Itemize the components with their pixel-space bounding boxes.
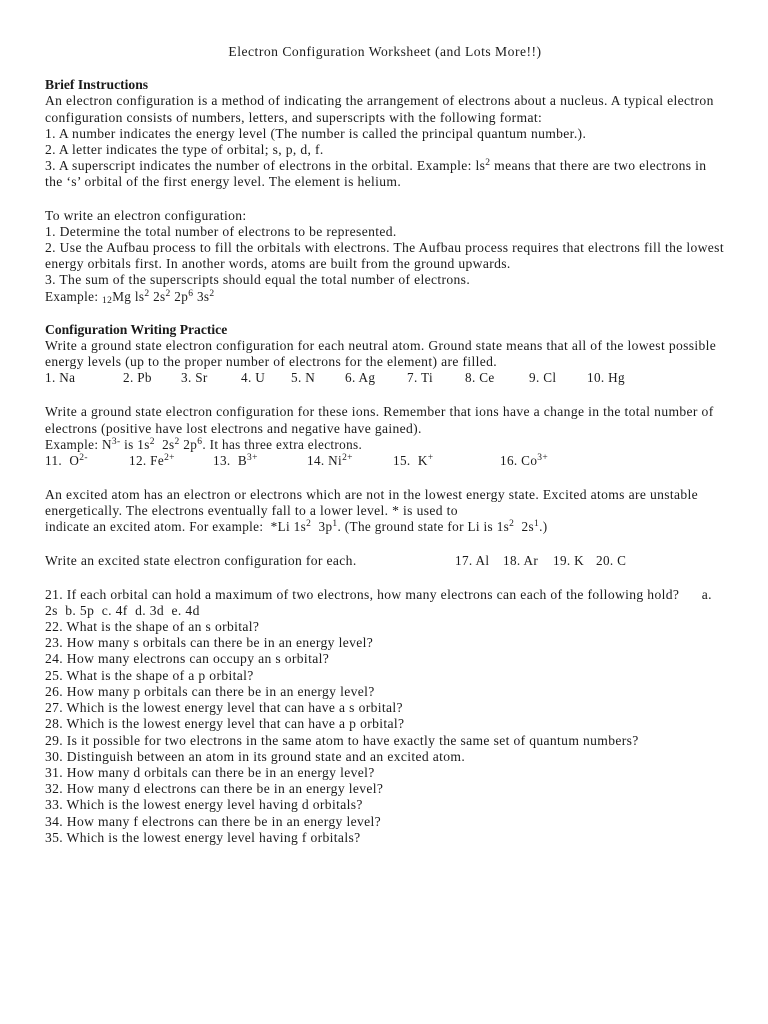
question: 34. How many f electrons can there be in an energy level? (45, 813, 382, 829)
excited-intro: An excited atom has an electron or electrons which are not in the lowest energy state. Excited atoms are unstable energetically. The electrons eventually fall to a lower level. * is used to (45, 487, 699, 519)
charge: 2- (79, 453, 88, 464)
question: 24. How many electrons can occupy an s orbital? (45, 651, 330, 667)
question: 29. Is it possible for two electrons in the same atom to have exactly the same set of quantum numbers? (45, 732, 639, 748)
atom-item: 5. N (291, 370, 316, 386)
excited-item: 20. C (596, 552, 627, 568)
charge: 3+ (537, 453, 549, 464)
question: 28. Which is the lowest energy level that can have a p orbital? (45, 716, 405, 732)
ion-item (129, 453, 175, 469)
ion-item (307, 453, 353, 469)
text: Example: (45, 288, 102, 304)
text: 14. Ni (307, 453, 343, 469)
superscript: 2 (306, 519, 312, 530)
text: 3p (311, 519, 333, 535)
text: 15. K (393, 453, 428, 469)
text: 11. O (45, 453, 80, 469)
brief-item-1: 1. A number indicates the energy level (The number is called the principal quantum number.). (45, 125, 587, 141)
text: 3. A superscript indicates the number of electrons in the orbital. Example: ls (45, 158, 486, 174)
superscript: 2 (144, 288, 150, 299)
charge: 3+ (246, 453, 258, 464)
section-heading-brief: Brief Instructions (45, 77, 149, 93)
text: means that there are two electrons in the ‘s’ orbital of the first energy level. The element is helium. (45, 158, 707, 190)
text: 2s (154, 436, 175, 452)
excited-task (45, 553, 725, 570)
question: 30. Distinguish between an atom in its ground state and an excited atom. (45, 748, 466, 764)
atom-item: 2. Pb (123, 370, 152, 386)
superscript: 2 (174, 436, 180, 447)
ions-intro: Write a ground state electron configuration for these ions. Remember that ions have a change in the total number of electrons (positive have lost electrons and negative have gained). (45, 404, 714, 436)
question: 26. How many p orbitals can there be in an energy level? (45, 683, 375, 699)
superscript: 2 (509, 519, 515, 530)
superscript: 1 (533, 519, 540, 530)
question: 23. How many s orbitals can there be in an energy level? (45, 635, 374, 651)
ion-item (213, 453, 258, 469)
excited-task-text: Write an excited state electron configuration for each. (45, 552, 357, 568)
text: 13. B (213, 453, 247, 469)
excited-item: 19. K (553, 552, 585, 568)
question: 25. What is the shape of a p orbital? (45, 667, 254, 683)
superscript: 6 (188, 288, 194, 299)
text: . It has three extra electrons. (202, 436, 363, 452)
ion-item (393, 453, 433, 469)
text: is 1s (120, 436, 150, 452)
ion-item (500, 453, 548, 469)
question: 22. What is the shape of an s orbital? (45, 619, 260, 635)
atom-item: 10. Hg (587, 370, 625, 386)
text: .) (539, 519, 548, 535)
excited-item: 17. Al (455, 552, 490, 568)
text: 2s (149, 288, 166, 304)
howto-step-3: 3. The sum of the superscripts should equal the total number of electrons. (45, 272, 471, 288)
superscript: 3- (111, 436, 121, 447)
atom-item: 6. Ag (345, 370, 376, 386)
section-heading-practice: Configuration Writing Practice (45, 321, 228, 337)
atom-list (45, 370, 725, 387)
superscript: 2 (149, 436, 155, 447)
charge: + (427, 453, 434, 464)
question: 33. Which is the lowest energy level having d orbitals? (45, 797, 363, 813)
howto-intro: To write an electron configuration: (45, 207, 247, 223)
charge: 2+ (164, 453, 175, 464)
page-title: Electron Configuration Worksheet (and Lots More!!) (228, 44, 542, 59)
worksheet-page (45, 44, 725, 846)
text: 16. Co (500, 453, 538, 469)
superscript: 2 (209, 288, 215, 299)
howto-example (45, 289, 725, 305)
text: 2p (170, 288, 189, 304)
ion-item (45, 453, 88, 469)
superscript: 1 (332, 519, 338, 530)
superscript: 6 (197, 436, 203, 447)
howto-step-1: 1. Determine the total number of electrons to be represented. (45, 223, 397, 239)
question: 21. If each orbital can hold a maximum of two electrons, how many electrons can each of the following hold? a. 2s b. 5p c. 4f d. 3d e. 4d (45, 586, 716, 618)
atom-item: 1. Na (45, 370, 76, 386)
atom-item: 4. U (241, 370, 266, 386)
brief-item-2: 2. A letter indicates the type of orbital; s, p, d, f. (45, 142, 324, 158)
text: Example: N (45, 436, 112, 452)
subscript: 12 (101, 295, 113, 306)
text: Mg ls (112, 288, 145, 304)
practice-intro: Write a ground state electron configuration for each neutral atom. Ground state means that all of the lowest possible energy levels (up to the proper number of electrons for the element) are filled. (45, 338, 717, 370)
text: indicate an excited atom. For example: *Li 1s (45, 519, 307, 535)
ion-list (45, 453, 725, 470)
brief-item-3 (45, 158, 725, 190)
ions-example (45, 437, 725, 453)
question: 27. Which is the lowest energy level that can have a s orbital? (45, 700, 403, 716)
question: 35. Which is the lowest energy level having f orbitals? (45, 829, 361, 845)
text: 3s (193, 288, 210, 304)
atom-item: 9. Cl (529, 370, 557, 386)
superscript: 2 (485, 158, 491, 169)
text: 12. Fe (129, 453, 165, 469)
text: . (The ground state for Li is 1s (337, 519, 510, 535)
text: 2s (514, 519, 534, 535)
brief-intro: An electron configuration is a method of indicating the arrangement of electrons about a nucleus. A typical electron configuration consists of numbers, letters, and superscripts with the following format: (45, 93, 714, 125)
text: 2p (179, 436, 198, 452)
charge: 2+ (342, 453, 353, 464)
howto-step-2: 2. Use the Aufbau process to fill the orbitals with electrons. The Aufbau process requires that electrons fill the lowest energy orbitals first. In another words, atoms are built from the ground upwards. (45, 240, 724, 272)
excited-example (45, 519, 725, 535)
question: 32. How many d electrons can there be in an energy level? (45, 781, 384, 797)
question: 31. How many d orbitals can there be in an energy level? (45, 764, 375, 780)
superscript: 2 (165, 288, 171, 299)
atom-item: 3. Sr (181, 370, 208, 386)
excited-item: 18. Ar (503, 552, 539, 568)
atom-item: 8. Ce (465, 370, 495, 386)
atom-item: 7. Ti (407, 370, 433, 386)
